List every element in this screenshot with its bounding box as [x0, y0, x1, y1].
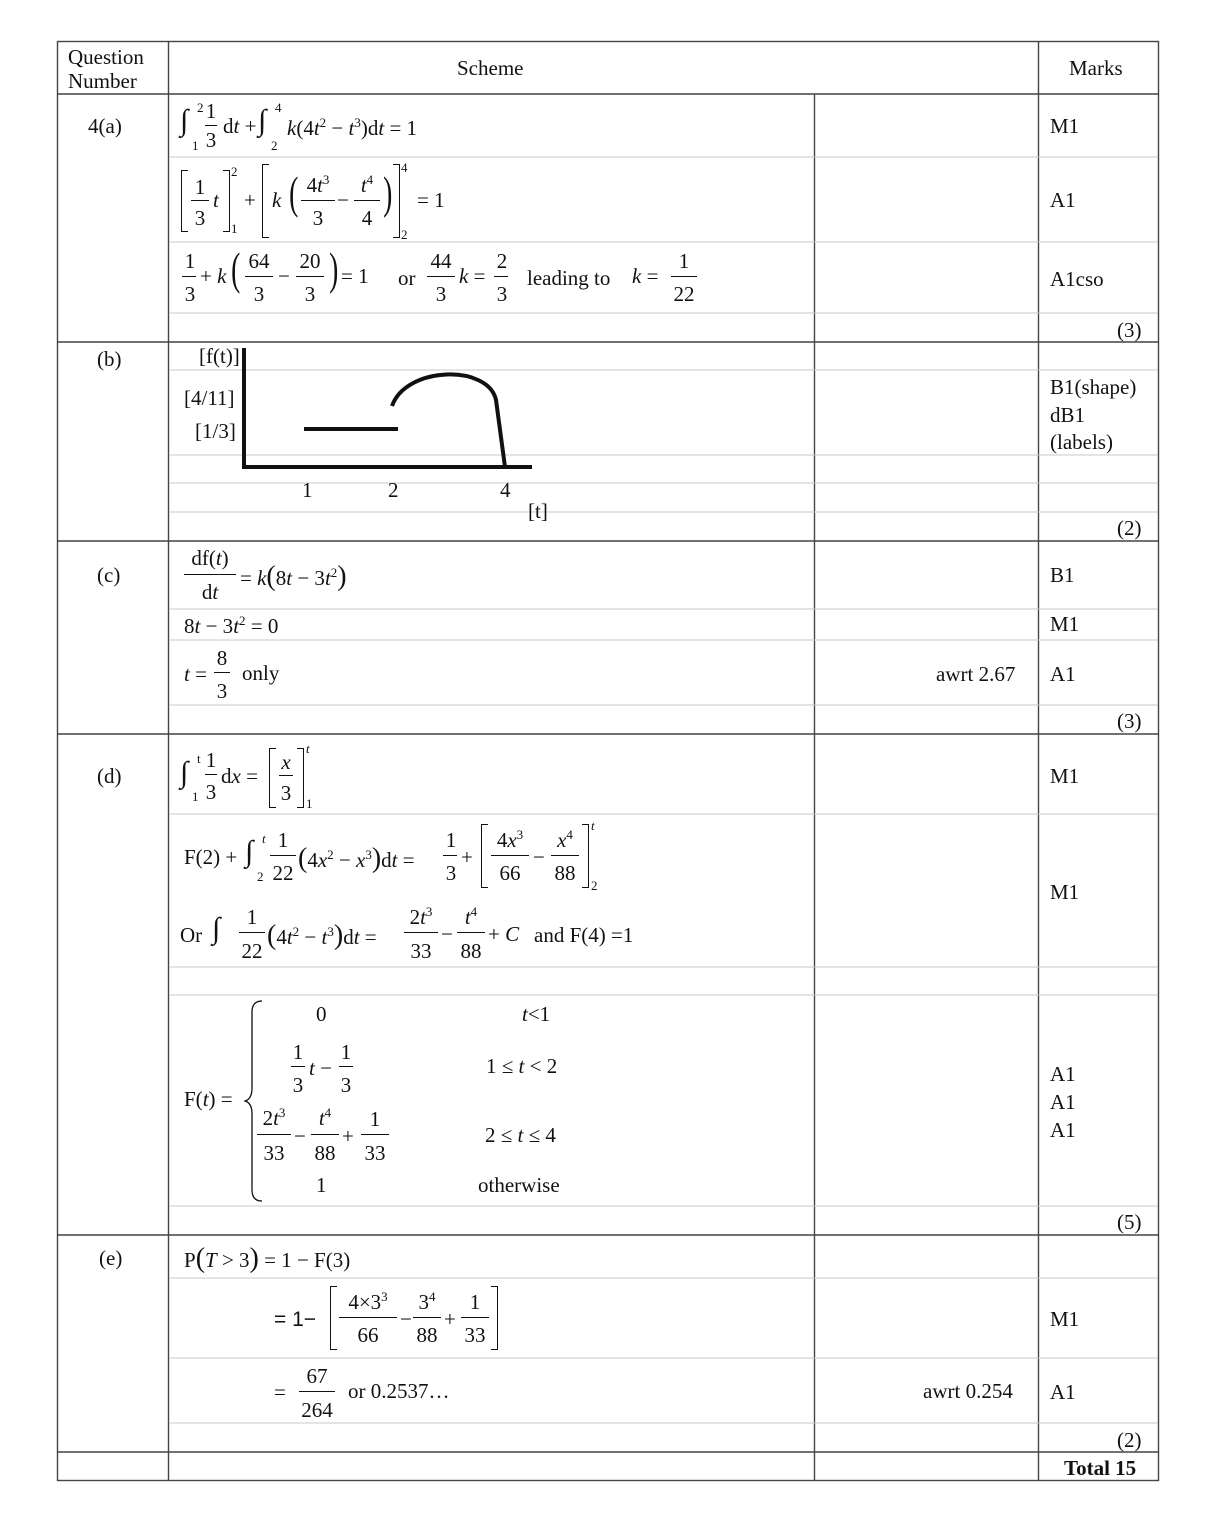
mark-e-1: M1 [1050, 1307, 1080, 1331]
subtotal-c: (3) [1117, 709, 1142, 733]
part-b-label: (b) [97, 347, 122, 371]
mark-d-4: A1 [1050, 1090, 1076, 1114]
mark-c-3: A1 [1050, 662, 1076, 686]
subtotal-d: (5) [1117, 1210, 1142, 1234]
part-c-line2: $8t - 3t^2 = 0$ [184, 613, 279, 638]
x-axis-label: [t] [528, 499, 548, 523]
awrt-0-254: awrt 0.254 [923, 1379, 1013, 1403]
y-tick-1-3: [1/3] [195, 419, 236, 443]
mark-d-3: A1 [1050, 1062, 1076, 1086]
mark-c-1: B1 [1050, 563, 1075, 587]
subtotal-a: (3) [1117, 318, 1142, 342]
subtotal-e: (2) [1117, 1428, 1142, 1452]
mark-e-2: A1 [1050, 1380, 1076, 1404]
mark-c-2: M1 [1050, 612, 1080, 636]
mark-a-3: A1cso [1050, 267, 1104, 291]
header-marks: Marks [1069, 56, 1123, 80]
mark-d-2: M1 [1050, 880, 1080, 904]
y-axis-label: [f(t)] [199, 344, 240, 368]
part-c-label: (c) [97, 563, 121, 587]
mark-d-1: M1 [1050, 764, 1080, 788]
mark-b-2: dB1 [1050, 403, 1086, 427]
mark-d-5: A1 [1050, 1118, 1076, 1142]
x-tick-2: 2 [388, 478, 399, 502]
awrt-2-67: awrt 2.67 [936, 662, 1016, 686]
header-scheme: Scheme [457, 56, 524, 80]
header-question-number: Question Number [68, 45, 144, 93]
part-e-line1: P(T > 3) = 1 − F(3) [184, 1243, 351, 1274]
curve-segment [392, 374, 505, 467]
subtotal-b: (2) [1117, 516, 1142, 540]
part-a-label: 4(a) [88, 114, 122, 138]
y-tick-4-11: [4/11] [184, 386, 235, 410]
x-tick-4: 4 [500, 478, 511, 502]
x-tick-1: 1 [302, 478, 313, 502]
mark-scheme-page: Question Number Scheme Marks 4(a) ∫ 2 1 1 3 dt + ∫ 4 2 $k(4t^2 - t^3)dt = 1$ 1 3 t 2 1 + k ( $4t^3$ 3 − $t^4$ 4 ) 4 2 = 1 1 3 + k ( 64 3 − 20 3 ) = 1 or 44 3 k = 2 3 leading to k = 1 22 M1 A1 A1cso (3) (b) [f(t)] [4/11] [1/3] 1 2 4 [t] B1(shape) dB1 (labels) (2) (c) df(t) dt = $k(8t - 3t^2)$ $8t - 3t^2 = 0$ t = 8 3 only awrt 2.67 B1 M1 A1 (3) (d) ∫ t 1 1 3 dx = x 3 t 1 F(2) + ∫ t 2 1 22 $(4x^2 - x^3)dt$ = 1 3 + $4x^3$ 66 − $x^4$ 88 t 2 Or ∫ 1 22 $(4t^2 - t^3)dt$ = $2t^3$ 33 − $t^4$ 88 + C and F(4) =1 F(t) = 0 t<1 1 3 t − 1 3 1 ≤ t < 2 $2t^3$ 33 − $t^4$ 88 + 1 33 2 ≤ t ≤ 4 1 otherwise M1 M1 A1 A1 A1 (5) (e) P(T > 3) = 1 − F(3) = 1− $4\times 3^3$ 66 − $3^4$ 88 + 1 33 = 67 264 or 0.2537… awrt 0.254 M1 A1 (2) Total 15 [0, 0, 1206, 1526]
grand-total: Total 15 [1064, 1456, 1137, 1480]
part-d-label: (d) [97, 764, 122, 788]
part-e-label: (e) [99, 1246, 123, 1270]
integral-sign: ∫ [180, 104, 189, 137]
mark-a-1: M1 [1050, 114, 1080, 138]
mark-b-1: B1(shape) [1050, 375, 1137, 399]
mark-a-2: A1 [1050, 188, 1076, 212]
left-brace [244, 1000, 268, 1202]
mark-b-3: (labels) [1050, 430, 1113, 454]
